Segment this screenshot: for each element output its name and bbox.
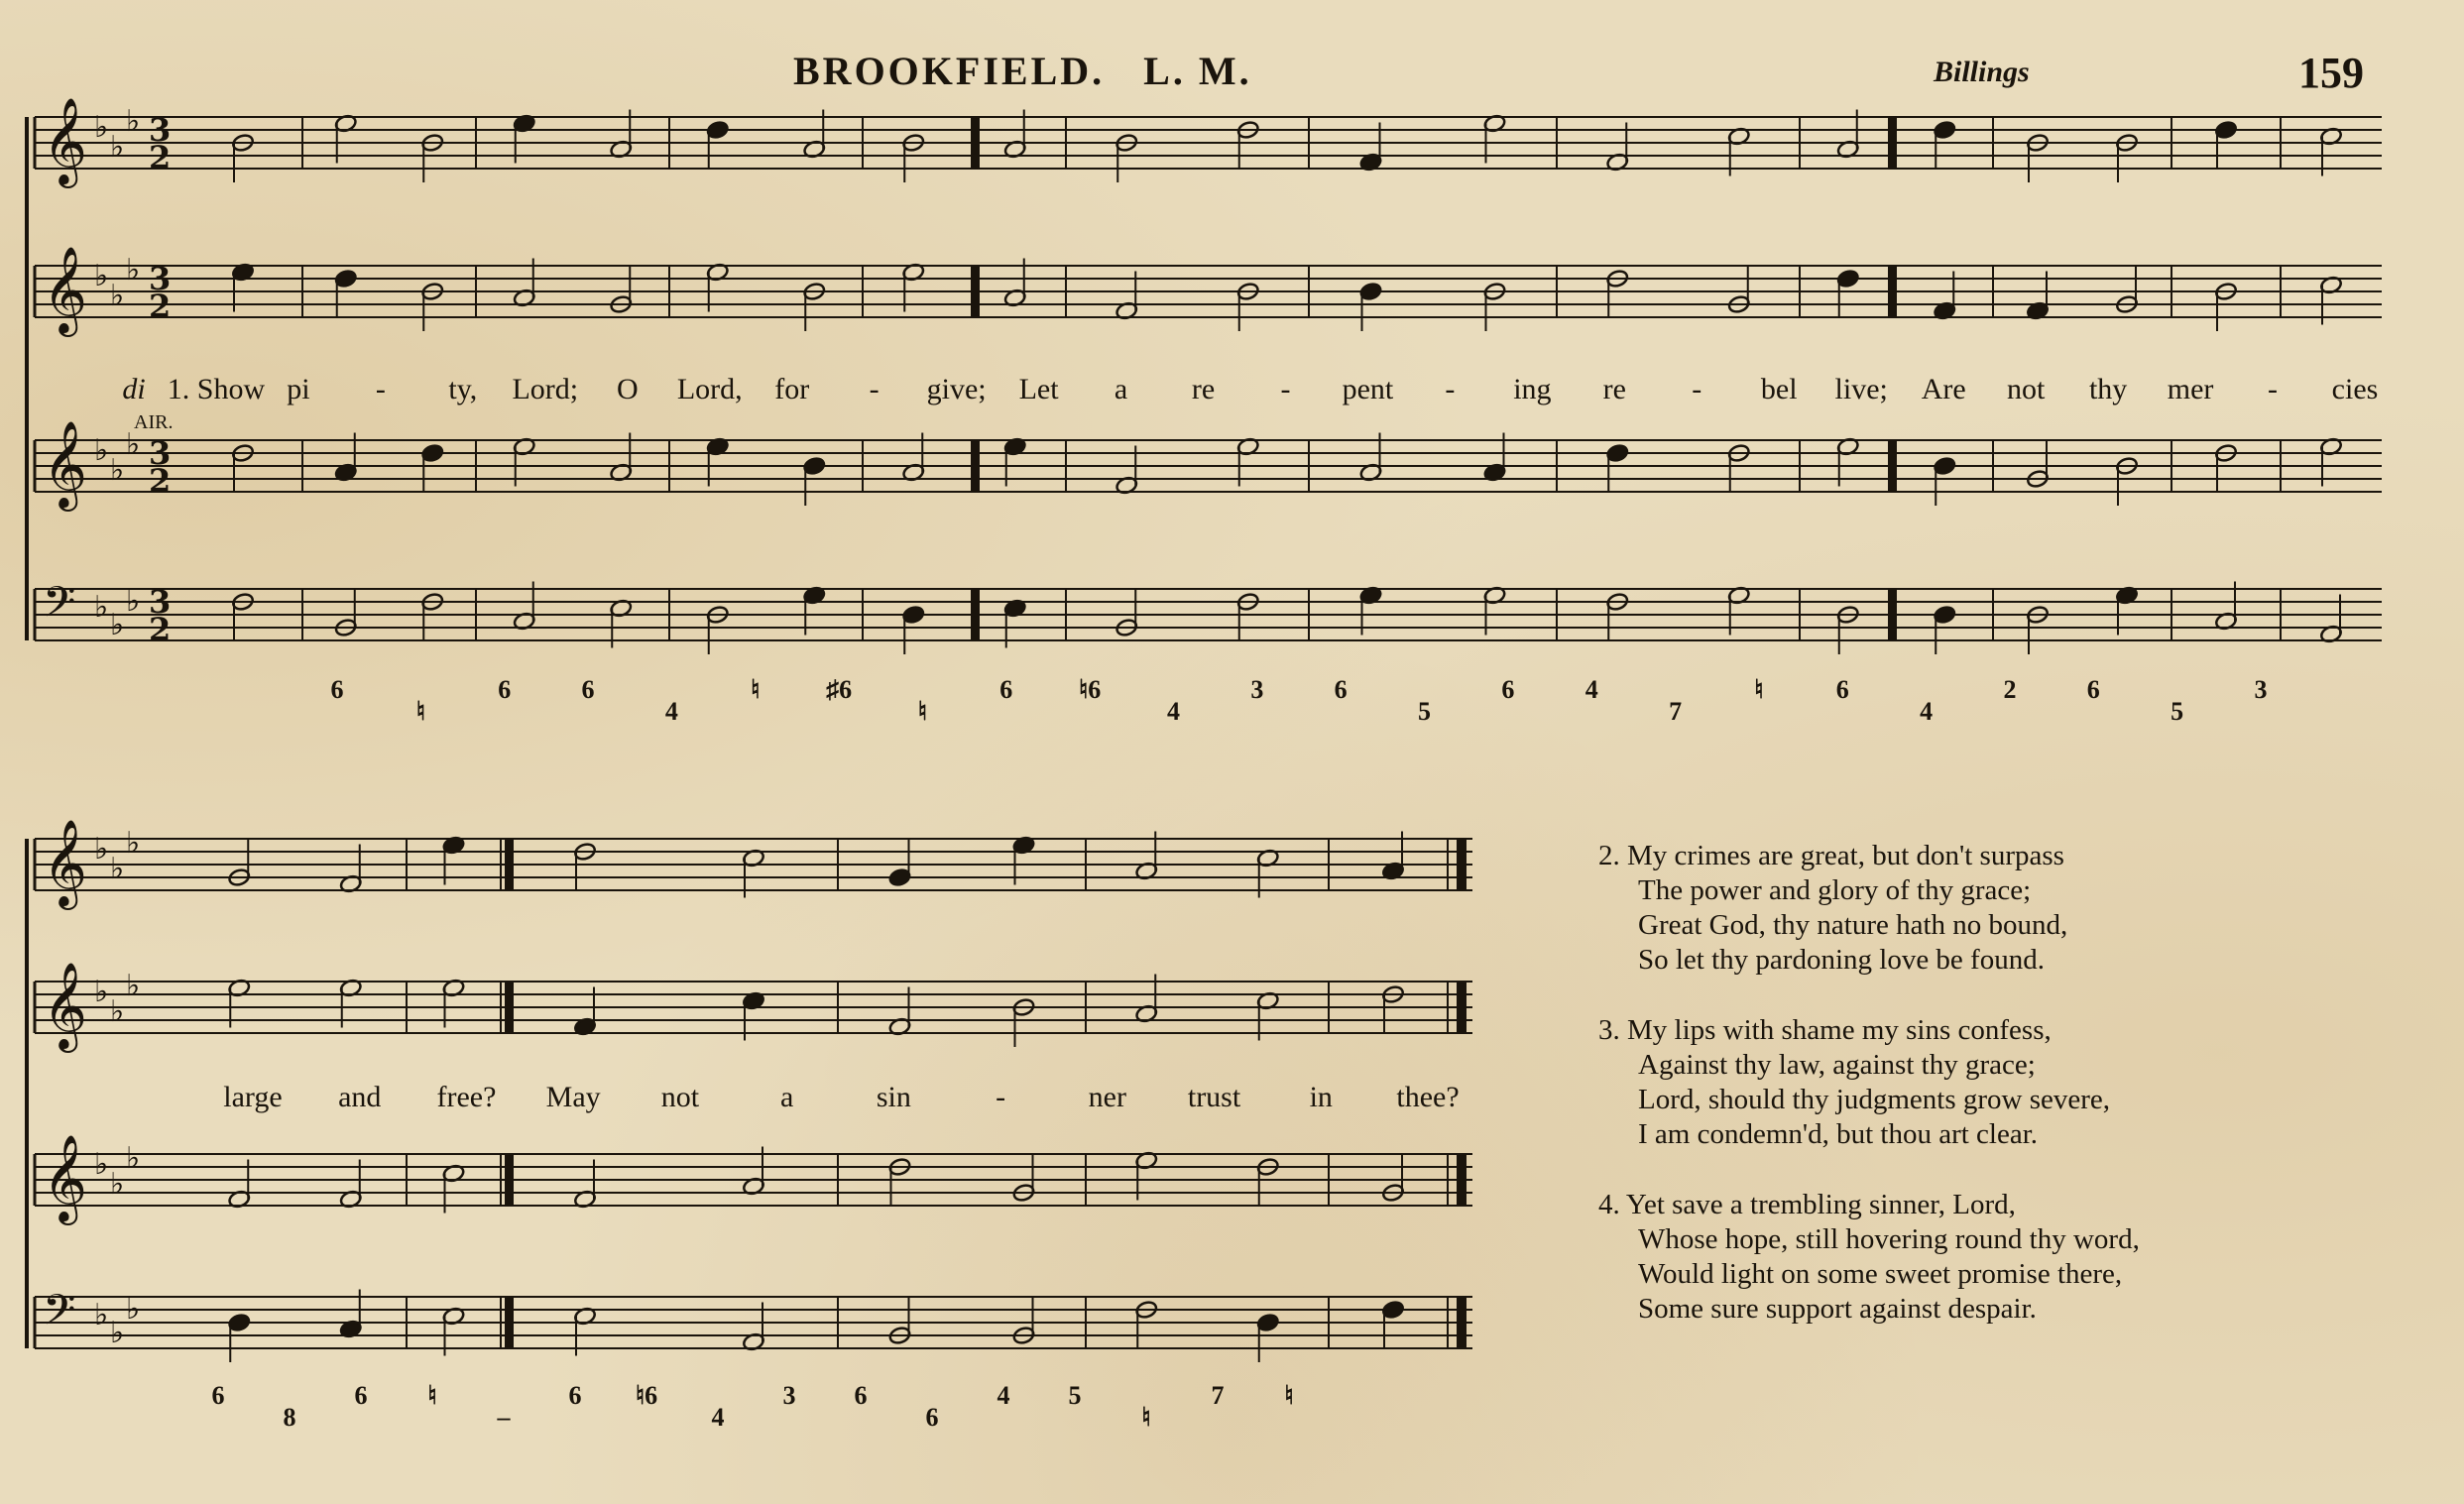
double-barline bbox=[1889, 117, 1896, 169]
figured-bass-numeral: 3 bbox=[782, 1381, 796, 1410]
figured-bass-numeral: ♮ bbox=[1284, 1381, 1294, 1410]
lyric-syllable: - bbox=[996, 1081, 1006, 1113]
flat-icon: ♭ bbox=[110, 1316, 125, 1350]
figured-bass-system-2 bbox=[212, 1381, 1294, 1432]
lyric-syllable: trust bbox=[1187, 1081, 1241, 1113]
lyric-syllable: bel bbox=[1760, 373, 1798, 405]
verse-4 bbox=[1598, 1188, 2140, 1327]
bass-clef-icon: 𝄢 bbox=[43, 1286, 76, 1345]
time-signature-denominator: 2 bbox=[149, 288, 172, 325]
figured-bass-numeral: 6 bbox=[854, 1381, 868, 1410]
lyric-syllable: free? bbox=[436, 1081, 497, 1113]
figured-bass-numeral: 4 bbox=[1166, 697, 1180, 726]
flat-icon: ♭ bbox=[94, 433, 109, 468]
figured-bass-numeral: 4 bbox=[664, 697, 678, 726]
meter: L. M. bbox=[1143, 49, 1252, 93]
double-barline bbox=[972, 266, 979, 317]
figured-bass-numeral: 5 bbox=[1418, 697, 1432, 726]
flat-icon: ♭ bbox=[94, 1298, 109, 1332]
lyric-syllable: large bbox=[223, 1081, 283, 1113]
figured-bass-numeral: ♮6 bbox=[1078, 675, 1102, 704]
lyric-syllable: cies bbox=[2331, 373, 2379, 405]
lyric-syllable: a bbox=[779, 1081, 794, 1113]
figured-bass-numeral: 6 bbox=[999, 675, 1013, 704]
flat-icon: ♭ bbox=[110, 130, 125, 165]
lyric-syllable: pent bbox=[1342, 373, 1394, 405]
flat-icon: ♭ bbox=[94, 590, 109, 625]
figured-bass-numeral: 6 bbox=[925, 1403, 939, 1432]
verse-3 bbox=[1598, 1013, 2140, 1152]
figured-bass-numeral: 3 bbox=[1250, 675, 1264, 704]
figured-bass-numeral: 6 bbox=[211, 1381, 225, 1410]
final-barline-thick bbox=[1458, 839, 1466, 890]
figured-bass-numeral: 6 bbox=[581, 675, 595, 704]
lyric-syllable: Lord, bbox=[676, 373, 743, 405]
tune-name: BROOKFIELD. bbox=[793, 49, 1106, 93]
figured-bass-numeral: ♮ bbox=[1754, 675, 1764, 704]
verse-line: The power and glory of thy grace; bbox=[1638, 874, 2032, 906]
lyric-syllable: May bbox=[545, 1081, 601, 1113]
lyric-syllable: re bbox=[1191, 373, 1216, 405]
double-barline bbox=[1889, 589, 1896, 640]
bass-clef-icon: 𝄢 bbox=[43, 578, 76, 637]
treble-clef-icon: 𝄞 bbox=[43, 419, 87, 508]
treble-clef-icon: 𝄞 bbox=[43, 818, 87, 906]
figured-bass-numeral: ♮ bbox=[427, 1381, 437, 1410]
verse-line: Some sure support against despair. bbox=[1638, 1293, 2037, 1325]
verses-block bbox=[1598, 839, 2140, 1362]
double-barline bbox=[506, 982, 513, 1033]
time-signature-numerator: 3 bbox=[149, 434, 172, 472]
time-signature-numerator: 3 bbox=[149, 583, 172, 621]
double-barline bbox=[1889, 440, 1896, 492]
double-barline bbox=[1889, 266, 1896, 317]
verse-line: Whose hope, still hovering round thy word, bbox=[1638, 1223, 2140, 1255]
flat-icon: ♭ bbox=[94, 975, 109, 1009]
final-barline-thick bbox=[1458, 982, 1466, 1033]
treble-clef-icon: 𝄞 bbox=[43, 245, 87, 333]
lyric-syllable: O bbox=[616, 373, 639, 405]
flat-icon: ♭ bbox=[94, 1147, 109, 1182]
flat-icon: ♭ bbox=[126, 826, 141, 861]
lyric-syllable: pi bbox=[287, 373, 310, 405]
verse-line: Lord, should thy judgments grow severe, bbox=[1638, 1084, 2111, 1115]
double-barline bbox=[972, 117, 979, 169]
lyric-syllable: Lord; bbox=[512, 373, 579, 405]
figured-bass-numeral: 8 bbox=[283, 1403, 296, 1432]
lyric-syllable: not bbox=[2006, 373, 2046, 405]
lyric-syllable: - bbox=[375, 373, 386, 405]
lyric-syllable: 1. Show bbox=[167, 373, 266, 405]
figured-bass-numeral: 4 bbox=[1920, 697, 1934, 726]
figured-bass-numeral: 7 bbox=[1211, 1381, 1225, 1410]
lyric-syllable: ing bbox=[1513, 373, 1552, 405]
lyrics-system-1 bbox=[122, 373, 2378, 405]
flat-icon: ♭ bbox=[94, 832, 109, 867]
figured-bass-numeral: ♮ bbox=[917, 697, 928, 726]
flat-icon: ♭ bbox=[126, 1141, 141, 1176]
lyric-syllable: thee? bbox=[1396, 1081, 1460, 1113]
double-barline bbox=[506, 839, 513, 890]
verse-line: I am condemn'd, but thou art clear. bbox=[1638, 1118, 2039, 1150]
lyric-syllable: di bbox=[122, 373, 146, 405]
verse-line: 2. My crimes are great, but don't surpass bbox=[1598, 840, 2064, 871]
figured-bass-numeral: – bbox=[497, 1403, 511, 1432]
verse-line: Great God, thy nature hath no bound, bbox=[1638, 909, 2068, 941]
flat-icon: ♭ bbox=[126, 104, 141, 139]
lyric-syllable: - bbox=[1445, 373, 1456, 405]
lyric-syllable: re bbox=[1602, 373, 1626, 405]
figured-bass-numeral: 4 bbox=[997, 1381, 1010, 1410]
figured-bass-numeral: 6 bbox=[354, 1381, 368, 1410]
lyric-syllable: live; bbox=[1834, 373, 1888, 405]
double-barline bbox=[506, 1297, 513, 1348]
time-signature-denominator: 2 bbox=[149, 462, 172, 500]
verse-line: So let thy pardoning love be found. bbox=[1638, 944, 2045, 976]
figured-bass-numeral: 5 bbox=[2171, 697, 2184, 726]
flat-icon: ♭ bbox=[110, 1167, 125, 1202]
figured-bass-numeral: 6 bbox=[330, 675, 344, 704]
figured-bass-numeral: 6 bbox=[1835, 675, 1849, 704]
page-number: 159 bbox=[2298, 49, 2364, 97]
time-signature-denominator: 2 bbox=[149, 611, 172, 648]
flat-icon: ♭ bbox=[126, 1292, 141, 1327]
flat-icon: ♭ bbox=[110, 279, 125, 313]
lyric-syllable: sin bbox=[876, 1081, 911, 1113]
figured-bass-numeral: 6 bbox=[1501, 675, 1515, 704]
flat-icon: ♭ bbox=[94, 259, 109, 293]
time-signature-denominator: 2 bbox=[149, 139, 172, 176]
figured-bass-numeral: 6 bbox=[1334, 675, 1348, 704]
figured-bass-numeral: ♮ bbox=[1141, 1403, 1151, 1432]
lyric-syllable: not bbox=[660, 1081, 700, 1113]
air-label: AIR. bbox=[134, 411, 174, 433]
figured-bass-numeral: 6 bbox=[498, 675, 512, 704]
composer-name: Billings bbox=[1934, 56, 2030, 88]
lyric-syllable: thy bbox=[2088, 373, 2128, 405]
figured-bass-numeral: ♮ bbox=[751, 675, 761, 704]
flat-icon: ♭ bbox=[110, 608, 125, 642]
double-barline bbox=[972, 440, 979, 492]
flat-icon: ♭ bbox=[110, 453, 125, 488]
lyric-syllable: - bbox=[869, 373, 880, 405]
flat-icon: ♭ bbox=[94, 110, 109, 145]
final-barline-thick bbox=[1458, 1154, 1466, 1206]
lyric-syllable: - bbox=[1692, 373, 1702, 405]
time-signature-numerator: 3 bbox=[149, 260, 172, 297]
verse-line: Against thy law, against thy grace; bbox=[1638, 1049, 2036, 1081]
lyric-syllable: ty, bbox=[448, 373, 478, 405]
figured-bass-system-1 bbox=[331, 675, 2268, 726]
figured-bass-numeral: ♮6 bbox=[635, 1381, 658, 1410]
flat-icon: ♭ bbox=[126, 253, 141, 288]
lyric-syllable: and bbox=[338, 1081, 382, 1113]
final-barline-thick bbox=[1458, 1297, 1466, 1348]
lyric-syllable: a bbox=[1114, 373, 1128, 405]
verse-line: 3. My lips with shame my sins confess, bbox=[1598, 1014, 2052, 1046]
figured-bass-numeral: 7 bbox=[1669, 697, 1683, 726]
figured-bass-numeral: 5 bbox=[1068, 1381, 1082, 1410]
treble-clef-icon: 𝄞 bbox=[43, 96, 87, 184]
verse-line: 4. Yet save a trembling sinner, Lord, bbox=[1598, 1189, 2016, 1220]
verse-line: Would light on some sweet promise there, bbox=[1638, 1258, 2123, 1290]
figured-bass-numeral: 6 bbox=[2086, 675, 2100, 704]
time-signature-numerator: 3 bbox=[149, 111, 172, 149]
figured-bass-numeral: 4 bbox=[1584, 675, 1598, 704]
flat-icon: ♭ bbox=[126, 969, 141, 1003]
double-barline bbox=[506, 1154, 513, 1206]
flat-icon: ♭ bbox=[110, 852, 125, 886]
lyric-syllable: give; bbox=[926, 373, 987, 405]
clef-group bbox=[43, 96, 174, 1350]
figured-bass-numeral: 6 bbox=[568, 1381, 582, 1410]
lyric-syllable: - bbox=[1280, 373, 1291, 405]
flat-icon: ♭ bbox=[110, 994, 125, 1029]
lyric-syllable: in bbox=[1309, 1081, 1333, 1113]
lyric-syllable: Are bbox=[1921, 373, 1966, 405]
lyric-syllable: mer bbox=[2167, 373, 2214, 405]
double-barline bbox=[972, 589, 979, 640]
lyric-syllable: for bbox=[774, 373, 810, 405]
figured-bass-numeral: 3 bbox=[2254, 675, 2268, 704]
flat-icon: ♭ bbox=[126, 427, 141, 462]
figured-bass-numeral: ♮ bbox=[415, 697, 425, 726]
lyrics-system-2 bbox=[223, 1081, 1459, 1113]
flat-icon: ♭ bbox=[126, 584, 141, 619]
verse-2 bbox=[1598, 839, 2140, 978]
figured-bass-numeral: ♯6 bbox=[826, 675, 853, 704]
lyric-syllable: ner bbox=[1088, 1081, 1126, 1113]
treble-clef-icon: 𝄞 bbox=[43, 1133, 87, 1221]
figured-bass-numeral: 2 bbox=[2003, 675, 2017, 704]
treble-clef-icon: 𝄞 bbox=[43, 961, 87, 1049]
figured-bass-numeral: 4 bbox=[711, 1403, 725, 1432]
lyric-syllable: - bbox=[2268, 373, 2279, 405]
lyric-syllable: Let bbox=[1018, 373, 1059, 405]
